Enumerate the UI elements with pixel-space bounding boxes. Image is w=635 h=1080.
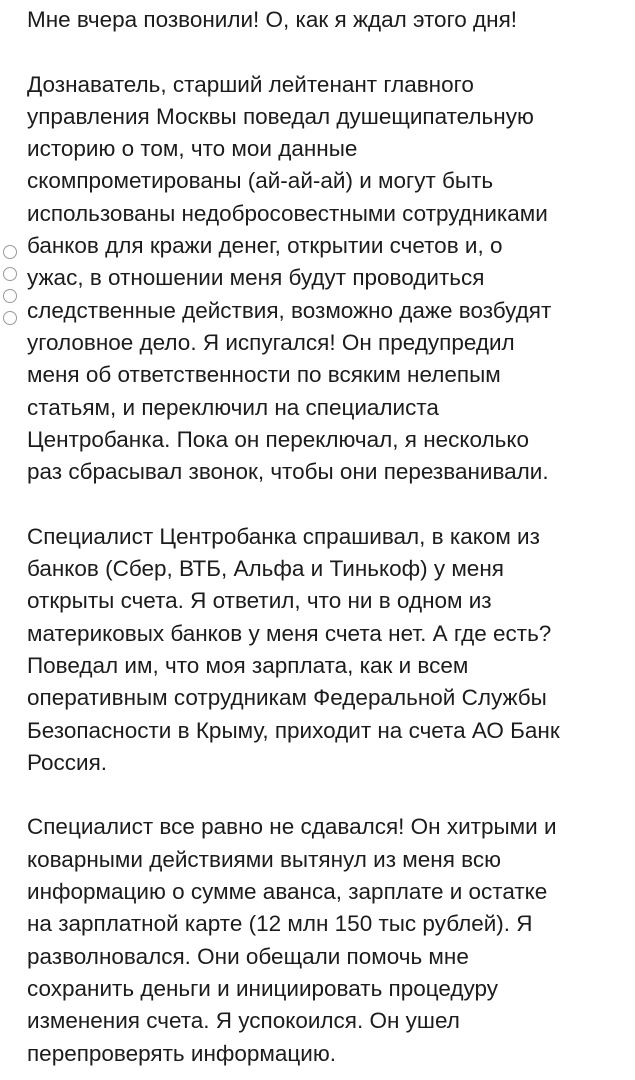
text-line: ужас, в отношении меня будут проводиться: [27, 265, 485, 291]
text-line: уголовное дело. Я испугался! Он предупредил: [27, 329, 515, 355]
text-line: Поведал им, что моя зарплата, как и всем: [27, 652, 469, 678]
paragraph: [27, 811, 627, 1069]
text-line: Мне вчера позвонили! О, как я ждал этого дня!: [27, 7, 518, 32]
text-line: открыты счета. Я ответил, что ни в одном из: [27, 588, 492, 614]
handle-circle-icon: [3, 311, 17, 325]
paragraph: [27, 69, 627, 489]
text-line: меня об ответственности по всяким нелепым: [27, 362, 501, 388]
paragraph: [27, 4, 627, 36]
text-line: Специалист все равно не сдавался! Он хитрыми и: [27, 814, 557, 840]
text-line: на зарплатной карте (12 млн 150 тыс рублей). Я: [27, 911, 533, 937]
paragraph-gap: [27, 36, 627, 68]
text-line: Безопасности в Крыму, приходит на счета АО Банк: [27, 717, 560, 743]
text-line: банков для кражи денег, открытии счетов и, о: [27, 233, 503, 259]
text-line: управления Москвы поведал душещипательную: [27, 103, 534, 129]
text-line: скомпрометированы (ай-ай-ай) и могут быть: [27, 168, 494, 194]
handle-circle-icon: [3, 245, 17, 259]
text-line: сохранить деньги и инициировать процедуру: [27, 975, 499, 1001]
text-line: статьям, и переключил на специалиста: [27, 394, 439, 420]
handle-circle-icon: [3, 289, 17, 303]
text-line: коварными действиями вытянул из меня всю: [27, 846, 501, 872]
text-line: Специалист Центробанка спрашивал, в каком из: [27, 523, 540, 549]
text-line: оперативным сотрудникам Федеральной Службы: [27, 685, 547, 711]
text-line: материковых банков у меня счета нет. А где есть?: [27, 620, 552, 646]
text-line: изменения счета. Я успокоился. Он ушел: [27, 1008, 460, 1034]
handle-circle-icon: [3, 267, 17, 281]
text-line: перепроверять информацию.: [27, 1040, 336, 1066]
text-line: использованы недобросовестными сотрудниками: [27, 200, 548, 226]
text-line: историю о том, что мои данные: [27, 136, 358, 162]
side-handles: [3, 245, 23, 333]
story-text: [27, 4, 627, 1070]
text-line: банков (Сбер, ВТБ, Альфа и Тинькоф) у меня: [27, 556, 504, 582]
text-line: разволновался. Они обещали помочь мне: [27, 943, 469, 969]
text-line: Дознаватель, старший лейтенант главного: [27, 71, 474, 97]
text-line: Россия.: [27, 749, 108, 775]
paragraph-gap: [27, 779, 627, 811]
text-line: Центробанка. Пока он переключал, я несколько: [27, 426, 529, 452]
text-line: следственные действия, возможно даже возбудят: [27, 297, 552, 323]
paragraph-gap: [27, 488, 627, 520]
paragraph: [27, 521, 627, 779]
text-line: раз сбрасывал звонок, чтобы они перезванивали.: [27, 459, 549, 485]
text-line: информацию о сумме аванса, зарплате и остатке: [27, 879, 548, 905]
